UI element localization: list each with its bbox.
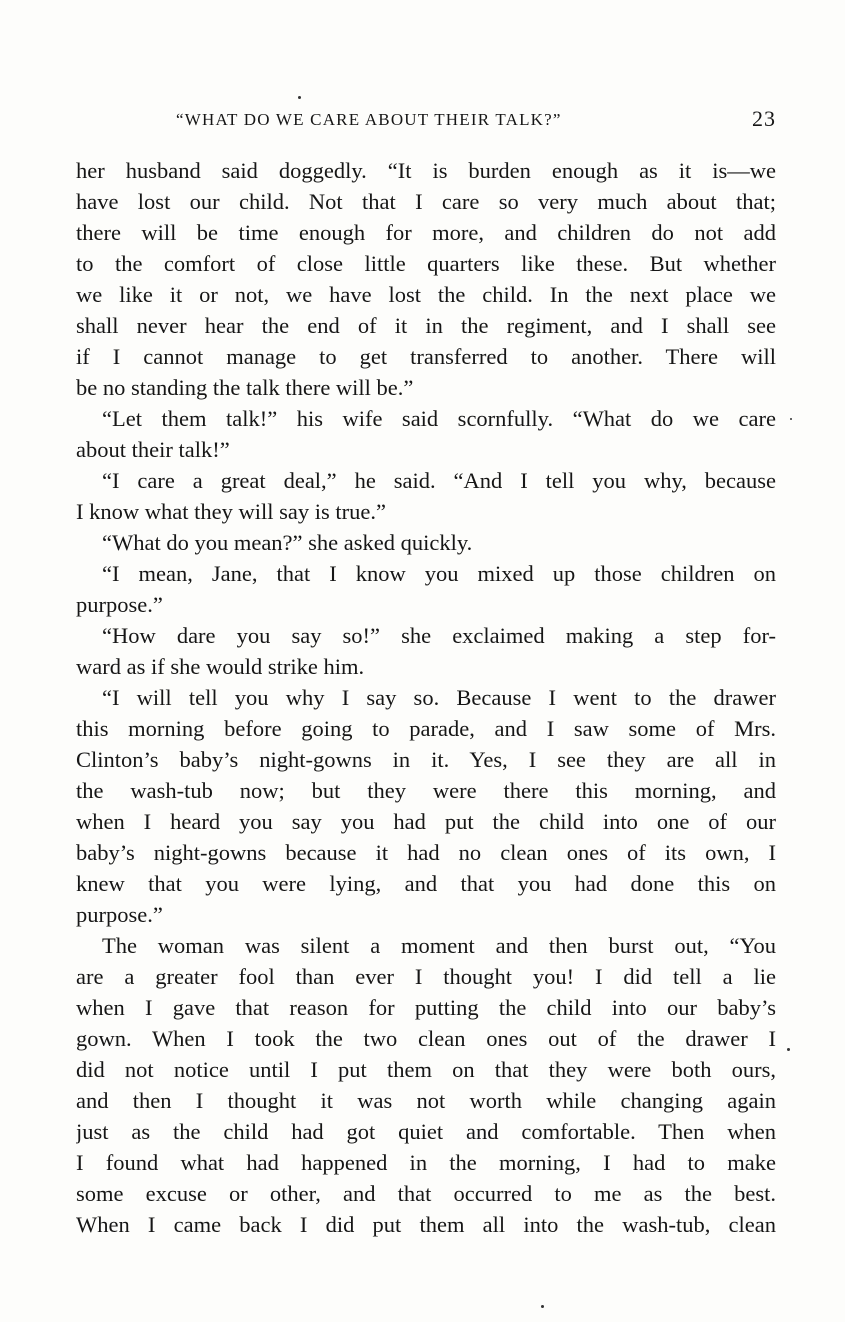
text-line: “Let them talk!” his wife said scornfully. “What do we care bbox=[102, 406, 776, 431]
text-line: we like it or not, we have lost the child. In the next place we bbox=[76, 282, 776, 307]
text-line: her husband said doggedly. “It is burden enough as it is—we bbox=[76, 158, 776, 183]
text-line: “I will tell you why I say so. Because I went to the drawer bbox=[102, 685, 776, 710]
text-line: ward as if she would strike him. bbox=[76, 654, 365, 679]
text-line: gown. When I took the two clean ones out of the drawer I bbox=[76, 1026, 776, 1051]
text-line: “What do you mean?” she asked quickly. bbox=[102, 530, 473, 555]
text-line: if I cannot manage to get transferred to another. There will bbox=[76, 344, 776, 369]
text-line: Clinton’s baby’s night-gowns in it. Yes, I see they are all in bbox=[76, 747, 776, 772]
text-line: I found what had happened in the morning, I had to make bbox=[76, 1150, 776, 1175]
running-title: “WHAT DO WE CARE ABOUT THEIR TALK?” bbox=[176, 110, 562, 129]
scan-speck bbox=[541, 1305, 544, 1308]
text-line: be no standing the talk there will be.” bbox=[76, 375, 414, 400]
text-line: there will be time enough for more, and children do not add bbox=[76, 220, 776, 245]
text-line: and then I thought it was not worth while changing again bbox=[76, 1088, 776, 1113]
text-line: purpose.” bbox=[76, 592, 163, 617]
text-line: about their talk!” bbox=[76, 437, 230, 462]
text-line: The woman was silent a moment and then burst out, “You bbox=[102, 933, 776, 958]
text-line: did not notice until I put them on that they were both ours, bbox=[76, 1057, 776, 1082]
text-line: when I heard you say you had put the child into one of our bbox=[76, 809, 776, 834]
text-line: purpose.” bbox=[76, 902, 163, 927]
body-text bbox=[76, 155, 776, 1240]
text-line: are a greater fool than ever I thought you! I did tell a lie bbox=[76, 964, 776, 989]
text-line: “I mean, Jane, that I know you mixed up those children on bbox=[102, 561, 776, 586]
text-line: “How dare you say so!” she exclaimed making a step for- bbox=[102, 623, 776, 648]
scan-speck bbox=[298, 96, 301, 99]
text-line: when I gave that reason for putting the child into our baby’s bbox=[76, 995, 776, 1020]
text-line: the wash-tub now; but they were there this morning, and bbox=[76, 778, 776, 803]
text-line: “I care a great deal,” he said. “And I tell you why, because bbox=[102, 468, 776, 493]
text-line: shall never hear the end of it in the regiment, and I shall see bbox=[76, 313, 776, 338]
text-line: I know what they will say is true.” bbox=[76, 499, 386, 524]
page-number: 23 bbox=[752, 106, 776, 131]
text-line: When I came back I did put them all into the wash-tub, clean bbox=[76, 1212, 776, 1237]
scan-speck bbox=[790, 418, 792, 420]
running-head bbox=[76, 104, 776, 134]
text-line: have lost our child. Not that I care so very much about that; bbox=[76, 189, 776, 214]
text-line: baby’s night-gowns because it had no clean ones of its own, I bbox=[76, 840, 776, 865]
text-line: just as the child had got quiet and comfortable. Then when bbox=[76, 1119, 776, 1144]
text-line: some excuse or other, and that occurred to me as the best. bbox=[76, 1181, 776, 1206]
text-line: this morning before going to parade, and I saw some of Mrs. bbox=[76, 716, 776, 741]
text-line: knew that you were lying, and that you had done this on bbox=[76, 871, 776, 896]
text-line: to the comfort of close little quarters like these. But whether bbox=[76, 251, 776, 276]
scan-speck bbox=[787, 1048, 790, 1051]
